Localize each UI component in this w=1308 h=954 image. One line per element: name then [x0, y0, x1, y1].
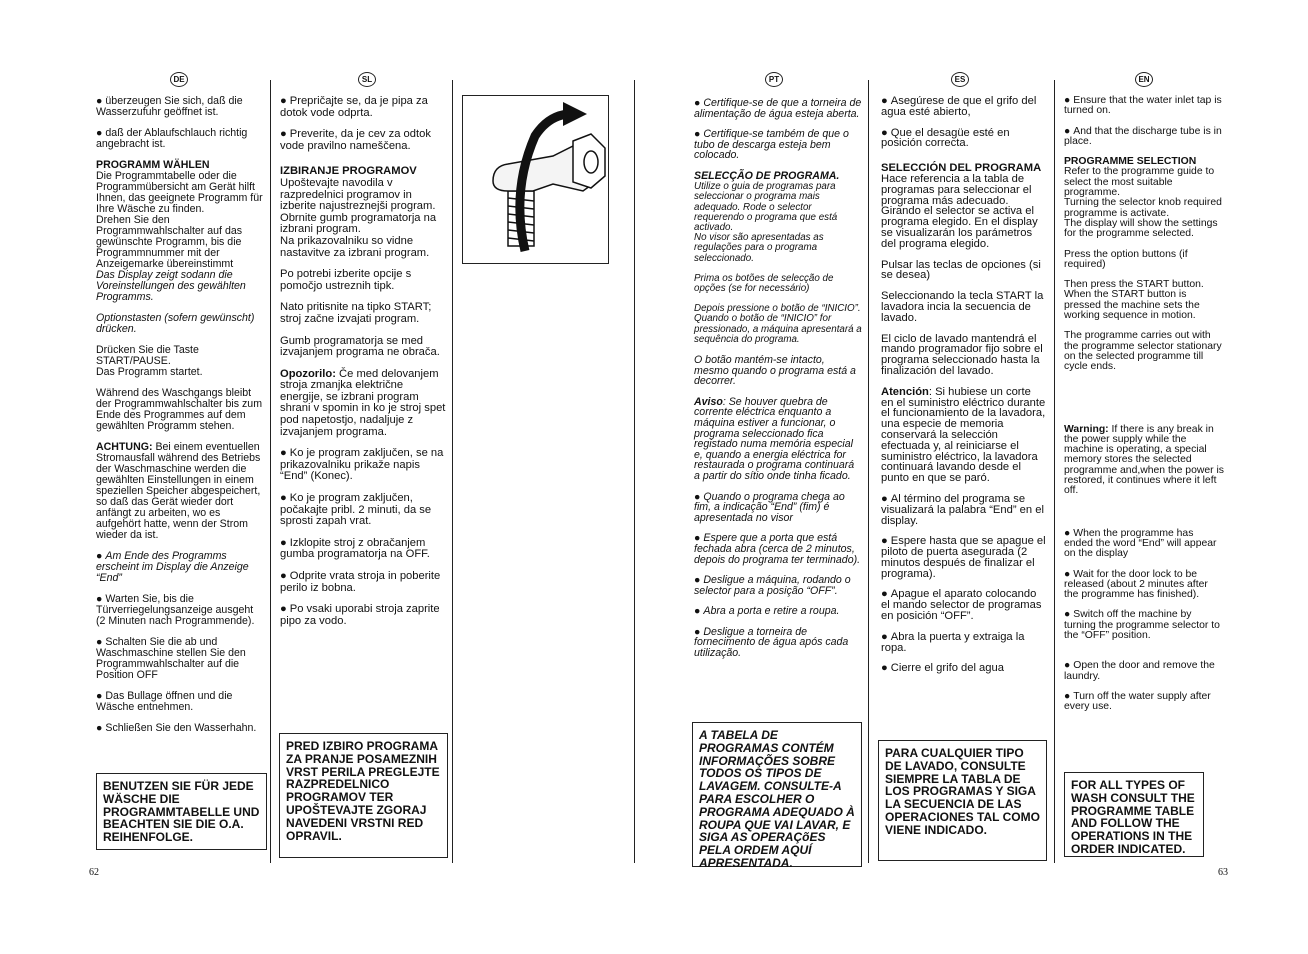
paragraph: Optionstasten (sofern gewünscht) drücken. — [96, 312, 255, 335]
language-badge-es: ES — [951, 72, 969, 87]
column-pt — [694, 98, 862, 669]
paragraph: Če med delovanjem stroja zmanjka električne energije, se izbrani program shrani v spomin in ko je stroj spet pod napetostjo, nadaljuje z izvajanjem programa. — [280, 367, 446, 438]
language-badge-en: EN — [1135, 72, 1153, 87]
warning-label: ACHTUNG: — [96, 441, 153, 453]
column-divider — [1054, 80, 1055, 863]
bullet-item: ● Abra la puerta y extraiga la ropa. — [881, 632, 1046, 654]
bullet-item: ● Prepričajte se, da je pipa za dotok vode odprta. — [280, 96, 448, 119]
bullet-item: ● Certifique-se de que a torneira de alimentação de água esteja aberta. — [694, 98, 862, 119]
bullet-item: ● überzeugen Sie sich, daß die Wasserzufuhr geöffnet ist. — [96, 96, 264, 118]
paragraph: Drücken Sie die Taste START/PAUSE. — [96, 344, 199, 367]
paragraph: Girando el selector se activa el programa elegido. En el display se visualizarán los parámetros del programa elegido. — [881, 205, 1038, 250]
bullet-item: ● Turn off the water supply after every use. — [1064, 692, 1224, 713]
notice-box-pt: A TABELA DE PROGRAMAS CONTÉM INFORMAÇÕES SOBRE TODOS OS TIPOS DE LAVAGEM. CONSULTE-A PARA ESCOLHER O PROGRAMA ADEQUADO À ROUPA QUE VAI LAVAR, E SIGA AS OPERAÇõES PELA ORDEM AQUÍ APRESENTADA. — [692, 722, 862, 867]
paragraph: Depois pressione o botão de “INICIO”. Quando o botão de “INICIO” for pressionado, a máquina apresentará a sequência do programa. — [694, 303, 862, 345]
paragraph: Then press the START button. When the START button is pressed the machine sets the working sequence in motion. — [1064, 279, 1204, 322]
paragraph: Während des Waschgangs bleibt der Programmwahlschalter bis zum Ende des Programmes auf dem gewählten Programm stehen. — [96, 387, 263, 432]
bullet-item: ● And that the discharge tube is in place. — [1064, 127, 1224, 148]
paragraph: : Si hubiese un corte en el suministro eléctrico durante el funcionamiento de la lavadora, una especie de memoria conservará la selección efectuada y, al reiniciarse el suministro eléctrico, la lavadora continuará lavando desde el punto en que se paró. — [881, 385, 1046, 485]
warning-label: Opozorilo: — [280, 367, 336, 380]
bullet-item: ● Wait for the door lock to be released (about 2 minutes after the programme has finished). — [1064, 570, 1224, 601]
warning-label: Aviso — [694, 395, 723, 408]
paragraph: Na prikazovalniku so vidne nastavitve za izbrani program. — [280, 234, 430, 259]
paragraph: Press the option buttons (if required) — [1064, 248, 1188, 270]
section-heading: IZBIRANJE PROGRAMOV — [280, 165, 417, 178]
section-heading: PROGRAMM WÄHLEN — [96, 159, 210, 171]
paragraph: Seleccionando la tecla START la lavadora incia la secuencia de lavado. — [881, 290, 1044, 324]
bullet-item: ● Odprite vrata stroja in poberite perilo iz bobna. — [280, 571, 448, 594]
tap-knob-icon — [463, 96, 608, 263]
bullet-item: ● Switch off the machine by turning the programme selector to the “OFF” position. — [1064, 610, 1224, 641]
bullet-item: ● Apague el aparato colocando el mando selector de programas en posición “OFF”. — [881, 589, 1046, 621]
paragraph: Drehen Sie den Programmwahlschalter auf das gewünschte Programm, bis die Programmnummer mit der Anzeigemarke übereinstimmt — [96, 214, 243, 270]
column-divider — [270, 80, 271, 863]
section-heading: PROGRAMME SELECTION — [1064, 156, 1197, 168]
notice-box-de: BENUTZEN SIE FÜR JEDE WÄSCHE DIE PROGRAMMTABELLE UND BEACHTEN SIE DIE O.A. REIHENFOLGE. — [96, 773, 267, 850]
paragraph: Prima os botões de selecção de opções (se for necessário) — [694, 272, 834, 294]
bullet-item: ● Que el desagüe esté en posición correcta. — [881, 128, 1046, 150]
paragraph: Hace referencia a la tabla de programas para seleccionar el programa más adecuado. — [881, 172, 1032, 207]
paragraph: If there is any break in the power supply while the machine is operating, a special memory stores the selected programme and,when the power is restored, it continues where it left off. — [1064, 423, 1224, 497]
section-heading: SELECÇÃO DE PROGRAMA. — [694, 169, 840, 182]
language-badge-pt: PT — [765, 72, 783, 87]
bullet-item: ● Warten Sie, bis die Türverriegelungsanzeige ausgeht (2 Minuten nach Programmende). — [96, 594, 264, 627]
bullet-item: ● Al término del programa se visualizará la palabra “End” en el display. — [881, 494, 1046, 526]
column-de — [96, 96, 264, 744]
bullet-item: ● Ko je program zaključen, počakajte pribl. 2 minuti, da se sprosti zapah vrat. — [280, 493, 448, 528]
bullet-item: ● Ko je program zaključen, se na prikazovalniku prikaže napis “End” (Konec). — [280, 448, 448, 483]
bullet-item: ● Schalten Sie die ab und Waschmaschine stellen Sie den Programmwahlschalter auf die Position OFF — [96, 637, 264, 681]
bullet-item: ● Espere que a porta que está fechada abra (cerca de 2 minutos, depois do programa ter terminado). — [694, 533, 862, 565]
paragraph: Pulsar las teclas de opciones (si se desea) — [881, 258, 1041, 282]
section-heading: SELECCIÓN DEL PROGRAMA — [881, 162, 1042, 175]
bullet-item: ● daß der Ablaufschlauch richtig angebracht ist. — [96, 128, 264, 150]
bullet-item: ● Desligue a máquina, rodando o selector para a posição “OFF”. — [694, 575, 862, 596]
bullet-item: ● Espere hasta que se apague el piloto de puerta asegurada (2 minutos después de finalizar el programa). — [881, 536, 1046, 579]
bullet-item: ● Quando o programa chega ao fim, a indicação “End” (fim) é apresentada no visor — [694, 492, 862, 524]
paragraph: Die Programmtabelle oder die Programmübersicht am Gerät hilft Ihnen, das geeignete Programm für Ihre Wäsche zu finden. — [96, 170, 263, 215]
paragraph: Das Programm startet. — [96, 366, 203, 378]
column-sl — [280, 96, 448, 637]
column-es — [881, 96, 1046, 684]
paragraph: Utilize o guia de programas para seleccionar o programa mais adequado. Rode o selector requerendo o programa que está activado. — [694, 181, 838, 233]
bullet-item: ● Desligue a torneira de fornecimento de água após cada utilização. — [694, 627, 862, 659]
column-divider — [868, 80, 869, 863]
column-divider — [634, 80, 635, 863]
page-number-right: 63 — [1218, 867, 1228, 878]
paragraph: Das Display zeigt sodann die Voreinstellungen des gewählten Programms. — [96, 269, 246, 303]
page-number-left: 62 — [89, 867, 99, 878]
bullet-item: ● Po vsaki uporabi stroja zaprite pipo za vodo. — [280, 604, 448, 627]
bullet-item: ● Am Ende des Programms erscheint im Display die Anzeige “End” — [96, 551, 264, 584]
paragraph: Upoštevajte navodila v razpredelnici programov in izberite najustreznejši program. Obrnite gumb programatorja na izbrani program. — [280, 176, 437, 236]
bullet-item: ● Das Bullage öffnen und die Wäsche entnehmen. — [96, 691, 264, 713]
notice-box-es: PARA CUALQUIER TIPO DE LAVADO, CONSULTE SIEMPRE LA TABLA DE LOS PROGRAMAS Y SIGA LA SECUENCIA DE LAS OPERACIONES TAL COMO VIENE INDICADO. — [878, 740, 1047, 861]
bullet-item: ● Ensure that the water inlet tap is turned on. — [1064, 96, 1224, 117]
paragraph: : Se houver quebra de corrente eléctrica enquanto a máquina estiver a funcionar, o programa seleccionado fica registado numa memória especial e, quando a energia eléctrica for restaurada o programa continuará a partir do sítio onde tinha ficado. — [694, 395, 855, 482]
bullet-item: ● Certifique-se também de que o tubo de descarga esteja bem colocado. — [694, 129, 862, 161]
paragraph: O botão mantém-se intacto, mesmo quando o programa está a decorrer. — [694, 354, 856, 388]
paragraph: Refer to the programme guide to select the most suitable programme. — [1064, 166, 1215, 199]
paragraph: Gumb programatorja se med izvajanjem programa ne obrača. — [280, 334, 440, 359]
notice-box-en: FOR ALL TYPES OF WASH CONSULT THE PROGRAMME TABLE AND FOLLOW THE OPERATIONS IN THE ORDER INDICATED. — [1064, 772, 1204, 857]
bullet-item: ● Asegúrese de que el grifo del agua esté abierto, — [881, 96, 1046, 118]
language-badge-de: DE — [170, 72, 188, 87]
bullet-item: ● Abra a porta e retire a roupa. — [694, 606, 862, 617]
paragraph: The programme carries out with the programme selector stationary on the selected programme till cycle ends. — [1064, 330, 1222, 373]
column-divider — [452, 80, 453, 863]
water-tap-illustration — [462, 95, 609, 264]
notice-box-sl: PRED IZBIRO PROGRAMA ZA PRANJE POSAMEZNIH VRST PERILA PREGLEJTE RAZPREDELNICO PROGRAMOV TER UPOŠTEVAJTE ZGORAJ NAVEDENI VRSTNI RED OPRAVIL. — [279, 733, 448, 858]
column-en — [1064, 96, 1224, 722]
paragraph: The display will show the settings for the programme selected. — [1064, 217, 1218, 240]
warning-label: Atención — [881, 385, 929, 398]
bullet-item: ● Preverite, da je cev za odtok vode pravilno nameščena. — [280, 129, 448, 152]
paragraph: El ciclo de lavado mantendrá el mando programador fijo sobre el programa seleccionado hasta la finalización del lavado. — [881, 332, 1043, 377]
paragraph: Turning the selector knob required programme is activate. — [1064, 197, 1222, 219]
language-badge-sl: SL — [358, 72, 376, 87]
paragraph: Nato pritisnite na tipko START; stroj začne izvajati program. — [280, 301, 432, 325]
paragraph: Bei einem eventuellen Stromausfall während des Betriebs der Waschmaschine werden die gewählten Einstellungen in einem speziellen Speicher abgespeichert, so daß das Gerät wieder dort anfängt zu arbeiten, wo es aufgehört hatte, wenn der Strom wieder da ist. — [96, 441, 261, 541]
paragraph: No visor são apresentadas as regulações para o programa seleccionado. — [694, 232, 824, 264]
bullet-item: ● Cierre el grifo del agua — [881, 663, 1046, 674]
paragraph: Po potrebi izberite opcije s pomočjo ustreznih tipk. — [280, 268, 412, 292]
bullet-item: ● Schließen Sie den Wasserhahn. — [96, 723, 264, 734]
bullet-item: ● Open the door and remove the laundry. — [1064, 661, 1224, 682]
warning-label: Warning: — [1064, 423, 1109, 435]
bullet-item: ● Izklopite stroj z obračanjem gumba programatorja na OFF. — [280, 538, 448, 561]
bullet-item: ● When the programme has ended the word “End” will appear on the display — [1064, 529, 1224, 560]
